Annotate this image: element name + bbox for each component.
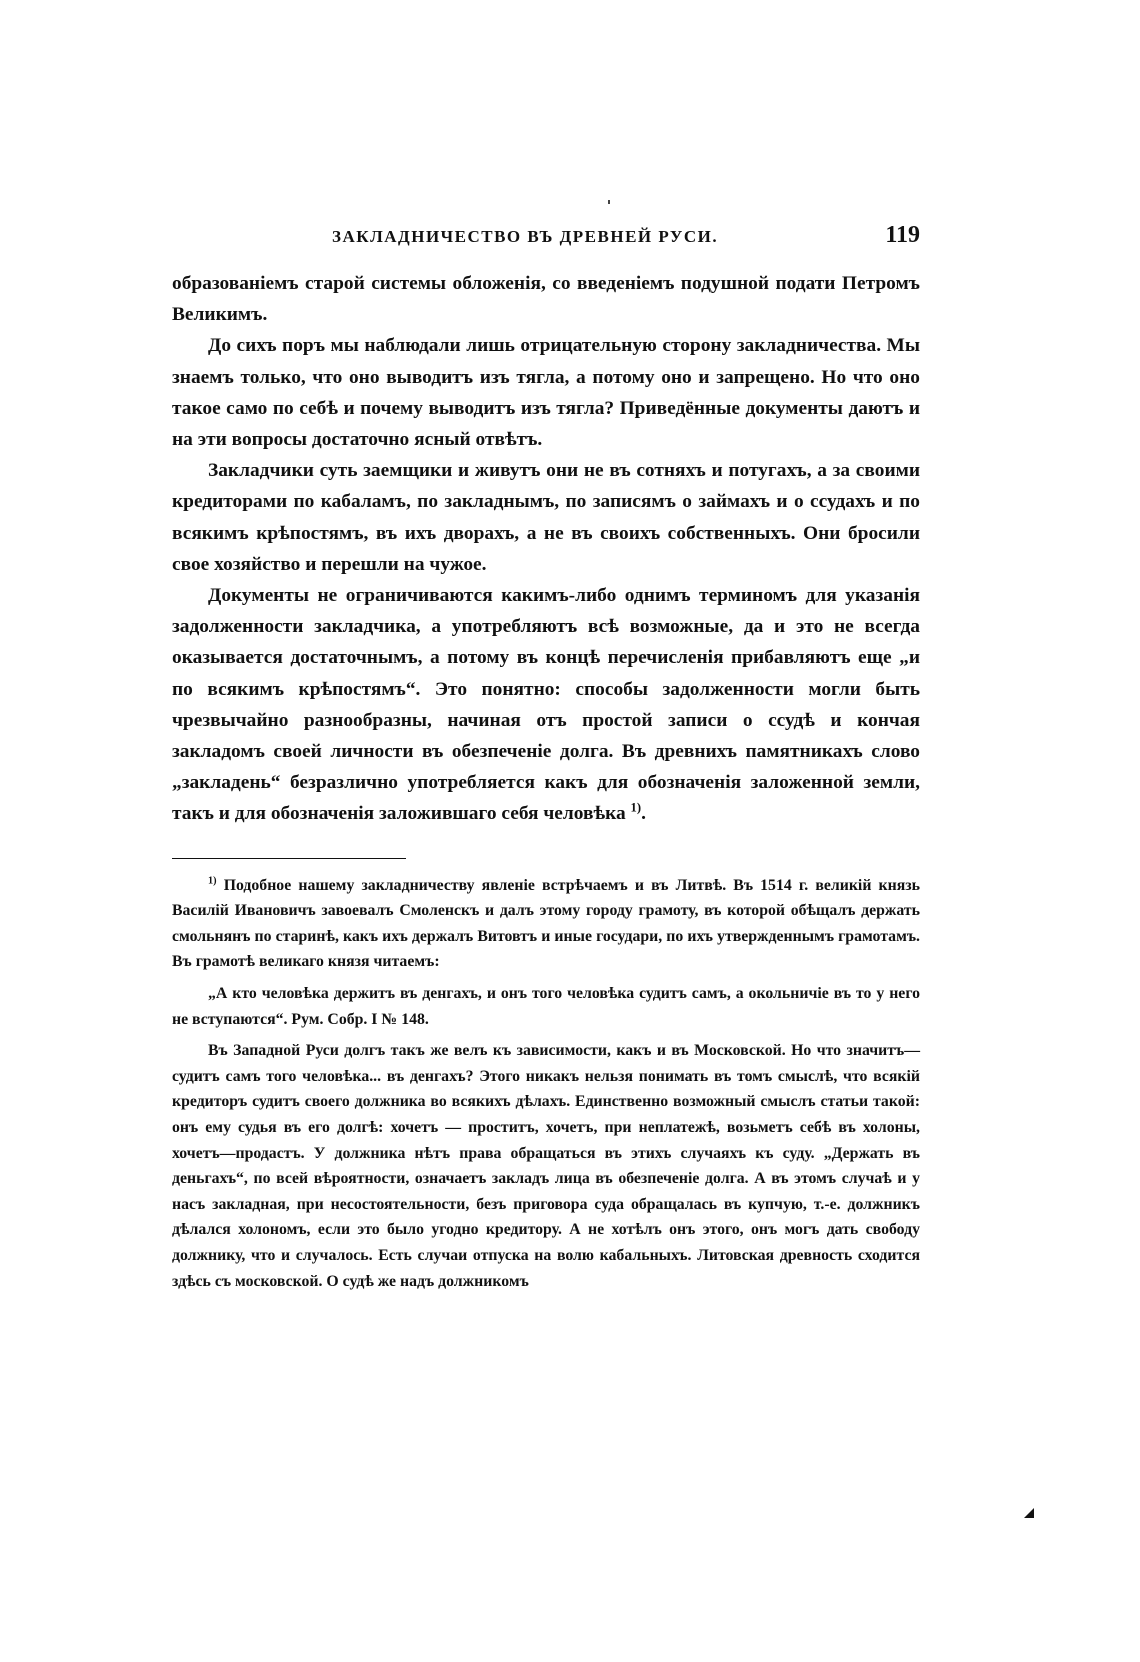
footnote-paragraph-1-text: Подобное нашему закладничеству явленіе встрѣчаемъ и въ Литвѣ. Въ 1514 г. великій князь Василій Ивановичъ завоевалъ Смоленскъ и далъ этому городу грамоту, въ которой обѣщалъ держать смольнянъ по старинѣ, какъ ихъ держалъ Витовтъ и иные государи, по ихъ утвержденнымъ грамотамъ. Въ грамотѣ великаго князя читаемъ: xyxy=(172,876,920,971)
footnote-paragraph-1 xyxy=(172,873,920,975)
footnote-paragraph-3: Въ Западной Руси долгъ такъ же велъ къ зависимости, какъ и въ Московской. Но что значитъ—судитъ самъ того человѣка... въ денгахъ? Этого никакъ нельзя понимать въ томъ смыслѣ, что всякій кредиторъ судитъ своего должника во всякихъ дѣлахъ. Единственно возможный смыслъ статьи такой: онъ ему судья въ его долгѣ: хочетъ — проститъ, хочетъ, при неплатежѣ, возьметъ себѣ въ холоны, хочетъ—продастъ. У должника нѣтъ права обращаться въ этихъ случаяхъ къ суду. „Держать въ деньгахъ“, по всей вѣроятности, означаетъ закладъ лица въ обезпеченіе долга. А въ этомъ случаѣ и у насъ закладная, при несостоятельности, безъ приговора суда обращалась въ купчую, т.-е. должникъ дѣлался холономъ, если это было угодно кредитору. А не хотѣлъ онъ этого, онъ могъ дать свободу должнику, что и случалось. Есть случаи отпуска на волю кабальныхъ. Литовская древность сходится здѣсь съ московской. О судѣ же надъ должникомъ xyxy=(172,1042,920,1290)
footnote-divider xyxy=(172,858,406,859)
main-text xyxy=(172,268,920,830)
footnote-reference: 1) xyxy=(630,800,642,815)
body-paragraph-2: До сихъ поръ мы наблюдали лишь отрицательную сторону закладничества. Мы знаемъ только, что оно выводитъ изъ тягла, а потому оно и запрещено. Но что оно такое само по себѣ и почему выводитъ изъ тягла? Приведённые документы даютъ и на эти вопросы достаточно ясный отвѣтъ. xyxy=(172,335,920,451)
body-paragraph-4-text: Документы не ограничиваются какимъ-либо однимъ терминомъ для указанія задолженности закладчика, а употребляютъ всѣ возможные, да и это не всегда оказывается достаточнымъ, а потому въ концѣ перечисленія прибавляютъ еще „и по всякимъ крѣпостямъ“. Это понятно: способы задолженности могли быть чрезвычайно разнообразны, начиная отъ простой записи о ссудѣ и кончая закладомъ своей личности въ обезпеченіе долга. Въ древнихъ памятникахъ слово „закладень“ безразлично употребляется какъ для обозначенія заложенной земли, такъ и для обозначенія заложившаго себя человѣка xyxy=(172,585,920,825)
scan-speck xyxy=(608,200,610,204)
running-title: ЗАКЛАДНИЧЕСТВО ВЪ ДРЕВНЕЙ РУСИ. xyxy=(332,227,719,246)
page-number: 119 xyxy=(885,222,920,248)
footnote-paragraph-2: „А кто человѣка держитъ въ денгахъ, и онъ того человѣка судитъ самъ, а окольничіе въ то у него не вступаются“. Рум. Собр. I № 148. xyxy=(172,985,920,1028)
body-paragraph-3: Закладчики суть заемщики и живутъ они не въ сотняхъ и потугахъ, а за своими кредиторами по кабаламъ, по закладнымъ, по записямъ о займахъ и о ссудахъ и по всякимъ крѣпостямъ, въ ихъ дворахъ, а не въ своихъ собственныхъ. Они бросили свое хозяйство и перешли на чужое. xyxy=(172,460,920,575)
footnotes xyxy=(172,873,920,1295)
body-paragraph-4: Документы не ограничиваются какимъ-либо однимъ терминомъ для указанія задолженности закладчика, а употребляютъ всѣ возможные, да и это не всегда оказывается достаточнымъ, а потому въ концѣ перечисленія прибавляютъ еще „и по всякимъ крѣпостямъ“. Это понятно: способы задолженности могли быть чрезвычайно разнообразны, начиная отъ простой записи о ссудѣ и кончая закладомъ своей личности въ обезпеченіе долга. Въ древнихъ памятникахъ слово „закладень“ безразлично употребляется какъ для обозначенія заложенной земли, такъ и для обозначенія заложившаго себя человѣка $^{1)}$. xyxy=(172,585,920,825)
footnote-marker: 1) xyxy=(208,875,217,887)
corner-mark xyxy=(1024,1508,1034,1518)
body-paragraph-1: образованіемъ старой системы обложенія, со введеніемъ подушной подати Петромъ Великимъ. xyxy=(172,273,920,326)
running-head xyxy=(172,222,920,268)
book-page xyxy=(172,222,920,1294)
